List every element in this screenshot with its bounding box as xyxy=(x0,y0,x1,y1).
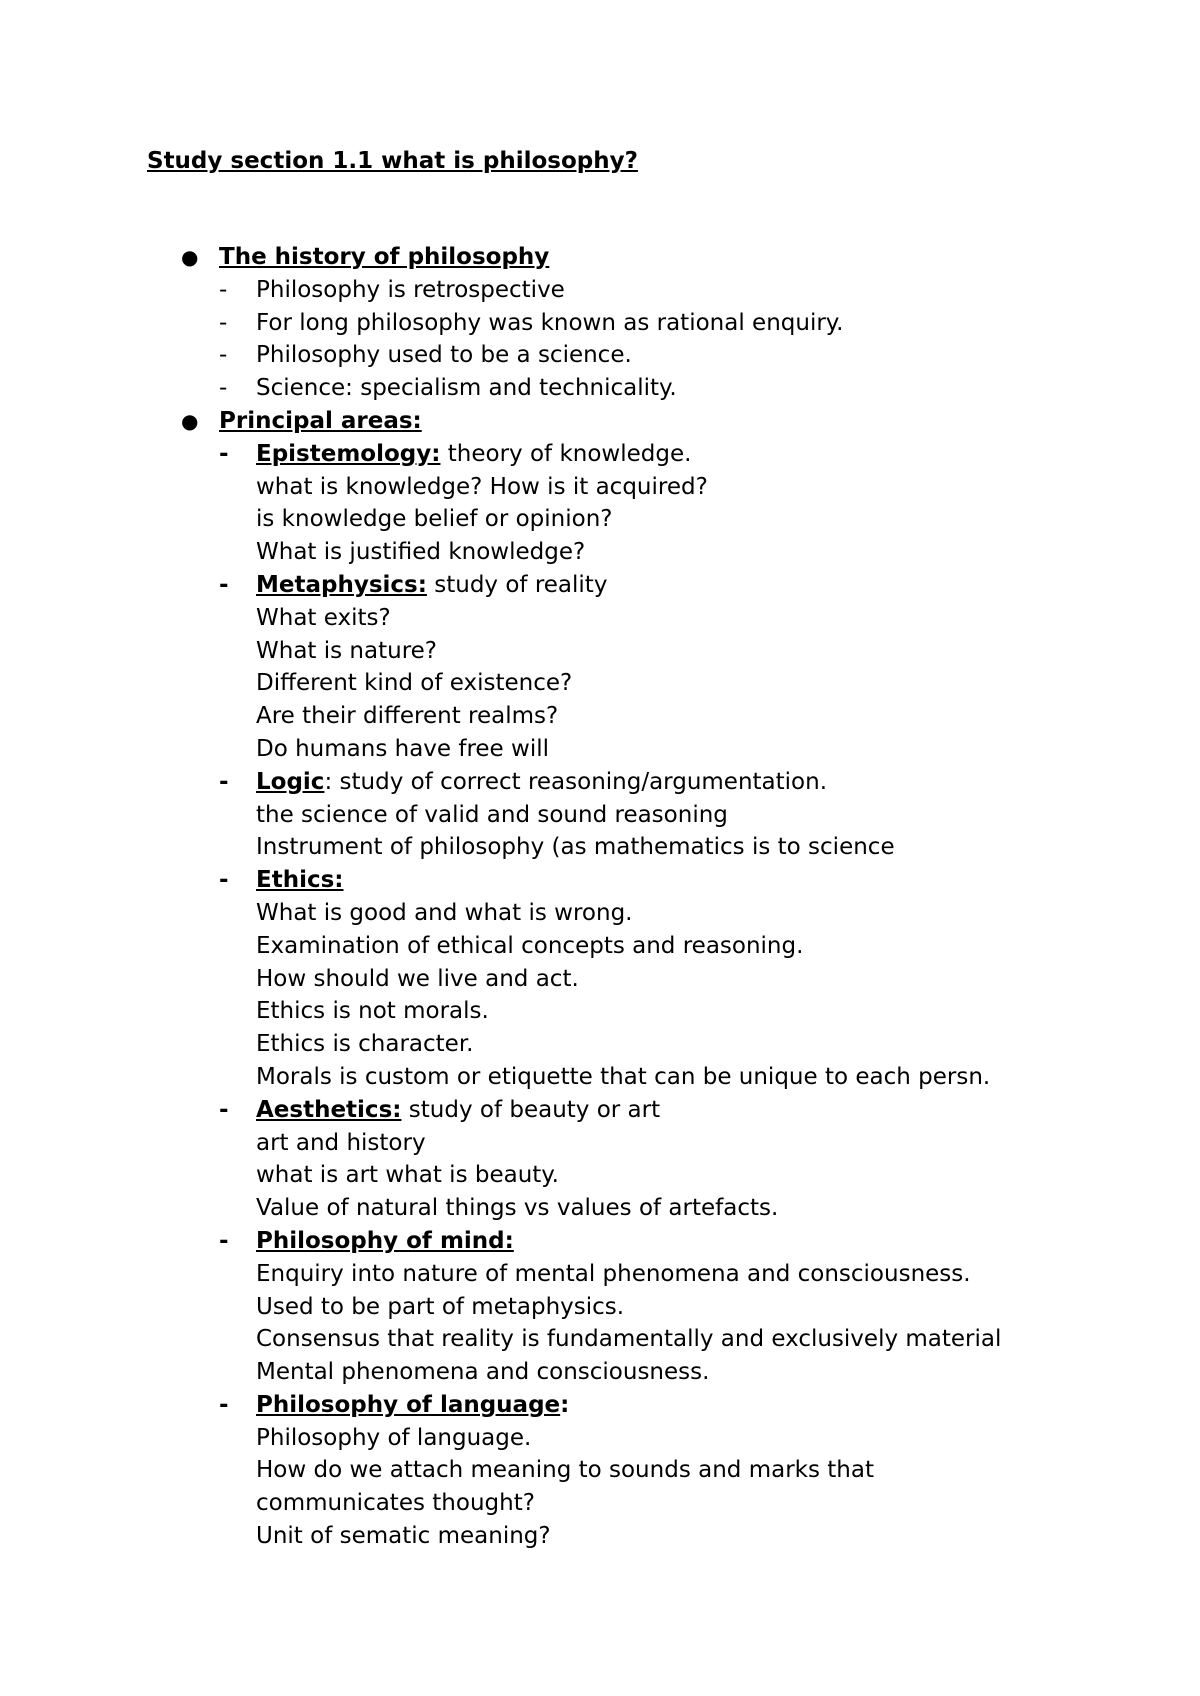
bullet-marker: ● xyxy=(181,245,199,269)
continuation-line xyxy=(0,995,1200,1028)
continuation-line xyxy=(0,667,1200,700)
continuation-line xyxy=(0,1192,1200,1225)
continuation-line xyxy=(0,536,1200,569)
section-heading: Philosophy of language xyxy=(256,1391,561,1418)
continuation-line xyxy=(0,1520,1200,1553)
line-body: Philosophy of language. xyxy=(256,1424,532,1451)
line-text xyxy=(256,536,585,569)
line-text xyxy=(256,864,344,897)
line-text xyxy=(256,1094,660,1127)
section-heading: Aesthetics: xyxy=(256,1096,402,1123)
line-body: Ethics is character. xyxy=(256,1031,474,1058)
line-body: is knowledge belief or opinion? xyxy=(256,506,613,533)
dash-item xyxy=(0,1225,1200,1258)
line-text xyxy=(256,700,558,733)
line-text xyxy=(256,930,803,963)
section-heading: Metaphysics: xyxy=(256,571,427,598)
dash-marker: - xyxy=(219,375,228,402)
dash-item xyxy=(0,1389,1200,1422)
line-body: study of beauty or art xyxy=(401,1096,661,1123)
dash-marker: - xyxy=(219,768,229,795)
bullet-item xyxy=(0,405,1200,438)
section-heading: Philosophy of mind: xyxy=(256,1227,514,1254)
line-text xyxy=(256,1356,709,1389)
continuation-line xyxy=(0,1356,1200,1389)
dash-marker: - xyxy=(219,1096,229,1123)
dash-marker: - xyxy=(219,440,229,467)
page-title: Study section 1.1 what is philosophy? xyxy=(147,148,638,174)
line-body: Examination of ethical concepts and reasoning. xyxy=(256,932,804,959)
continuation-line xyxy=(0,1323,1200,1356)
line-text xyxy=(219,241,549,274)
notes-list xyxy=(0,241,1200,1553)
line-text xyxy=(256,372,677,405)
continuation-line xyxy=(0,1028,1200,1061)
line-body: For long philosophy was known as rational enquiry. xyxy=(256,309,844,336)
line-body: Philosophy used to be a science. xyxy=(256,342,632,369)
line-body: : study of correct reasoning/argumentation. xyxy=(324,768,828,795)
line-text xyxy=(256,1028,473,1061)
section-heading: Ethics: xyxy=(256,867,344,894)
dash-marker: - xyxy=(219,1391,229,1418)
line-text xyxy=(256,831,895,864)
line-body: Ethics is not morals. xyxy=(256,998,489,1025)
line-text xyxy=(256,1225,514,1258)
continuation-line xyxy=(0,602,1200,635)
section-heading: Logic xyxy=(256,768,325,795)
dash-item xyxy=(0,339,1200,372)
bullet-item xyxy=(0,241,1200,274)
dash-marker: - xyxy=(219,309,228,336)
continuation-line xyxy=(0,1454,1200,1487)
line-text xyxy=(256,963,579,996)
continuation-line xyxy=(0,1422,1200,1455)
dash-item xyxy=(0,274,1200,307)
continuation-line xyxy=(0,831,1200,864)
continuation-line xyxy=(0,1487,1200,1520)
line-text xyxy=(256,602,391,635)
line-body: Science: specialism and technicality. xyxy=(256,375,677,402)
dash-marker: - xyxy=(219,1227,229,1254)
line-text xyxy=(256,1159,559,1192)
line-text xyxy=(256,1520,551,1553)
line-text xyxy=(256,274,565,307)
line-body: How do we attach meaning to sounds and marks that xyxy=(256,1457,874,1484)
line-body: Value of natural things vs values of artefacts. xyxy=(256,1195,779,1222)
line-text xyxy=(256,1454,874,1487)
continuation-line xyxy=(0,1127,1200,1160)
line-text xyxy=(256,799,728,832)
line-body: : xyxy=(560,1391,570,1418)
line-text xyxy=(256,635,437,668)
dash-item xyxy=(0,438,1200,471)
bullet-marker: ● xyxy=(181,408,199,433)
line-body: what is art what is beauty. xyxy=(256,1162,559,1189)
continuation-line xyxy=(0,1258,1200,1291)
line-text xyxy=(256,471,708,504)
continuation-line xyxy=(0,700,1200,733)
line-body: Do humans have free will xyxy=(256,735,550,762)
line-text xyxy=(256,503,612,536)
dash-item xyxy=(0,569,1200,602)
line-text xyxy=(256,667,572,700)
line-body: What is justified knowledge? xyxy=(256,539,586,566)
dash-marker: - xyxy=(219,571,229,598)
line-text xyxy=(256,1127,426,1160)
line-body: theory of knowledge. xyxy=(440,440,692,467)
line-body: How should we live and act. xyxy=(256,965,579,992)
continuation-line xyxy=(0,963,1200,996)
continuation-line xyxy=(0,503,1200,536)
continuation-line xyxy=(0,1291,1200,1324)
line-text xyxy=(256,995,489,1028)
continuation-line xyxy=(0,471,1200,504)
line-body: what is knowledge? How is it acquired? xyxy=(256,473,708,500)
line-body: What exits? xyxy=(256,604,391,631)
line-text xyxy=(256,1422,531,1455)
line-body: communicates thought? xyxy=(256,1490,535,1517)
continuation-line xyxy=(0,930,1200,963)
dash-marker: - xyxy=(219,276,228,303)
continuation-line xyxy=(0,897,1200,930)
line-text xyxy=(256,1258,971,1291)
line-text xyxy=(256,733,549,766)
section-heading: The history of philosophy xyxy=(219,244,550,270)
line-body: the science of valid and sound reasoning xyxy=(256,801,728,828)
dash-item xyxy=(0,766,1200,799)
line-body: Instrument of philosophy (as mathematics is to science xyxy=(256,834,895,861)
line-body: Consensus that reality is fundamentally and exclusively material xyxy=(256,1326,1002,1353)
line-body: Are their different realms? xyxy=(256,703,559,730)
line-text xyxy=(256,307,843,340)
line-text xyxy=(256,1192,778,1225)
line-body: Morals is custom or etiquette that can be unique to each persn. xyxy=(256,1063,991,1090)
continuation-line xyxy=(0,733,1200,766)
line-text xyxy=(256,438,691,471)
line-body: Philosophy is retrospective xyxy=(256,276,565,303)
line-body: Unit of sematic meaning? xyxy=(256,1523,551,1550)
continuation-line xyxy=(0,1159,1200,1192)
line-text xyxy=(256,1389,569,1422)
line-body: Used to be part of metaphysics. xyxy=(256,1293,625,1320)
line-body: art and history xyxy=(256,1129,426,1156)
line-body: study of reality xyxy=(426,571,608,598)
line-text xyxy=(256,766,827,799)
line-text xyxy=(256,1323,1001,1356)
line-text xyxy=(256,1487,535,1520)
line-text xyxy=(256,897,632,930)
line-body: Mental phenomena and consciousness. xyxy=(256,1359,710,1386)
line-body: What is good and what is wrong. xyxy=(256,899,633,926)
dash-marker: - xyxy=(219,867,229,894)
dash-item xyxy=(0,864,1200,897)
line-body: Different kind of existence? xyxy=(256,670,573,697)
line-text xyxy=(256,339,632,372)
continuation-line xyxy=(0,1061,1200,1094)
continuation-line xyxy=(0,635,1200,668)
dash-item xyxy=(0,1094,1200,1127)
line-text xyxy=(219,405,422,438)
section-heading: Epistemology: xyxy=(256,440,441,467)
dash-item xyxy=(0,372,1200,405)
line-body: Enquiry into nature of mental phenomena and consciousness. xyxy=(256,1260,971,1287)
line-text xyxy=(256,569,607,602)
dash-item xyxy=(0,307,1200,340)
line-body: What is nature? xyxy=(256,637,438,664)
continuation-line xyxy=(0,799,1200,832)
section-heading: Principal areas: xyxy=(219,407,422,434)
dash-marker: - xyxy=(219,342,228,369)
line-text xyxy=(256,1291,624,1324)
line-text xyxy=(256,1061,990,1094)
